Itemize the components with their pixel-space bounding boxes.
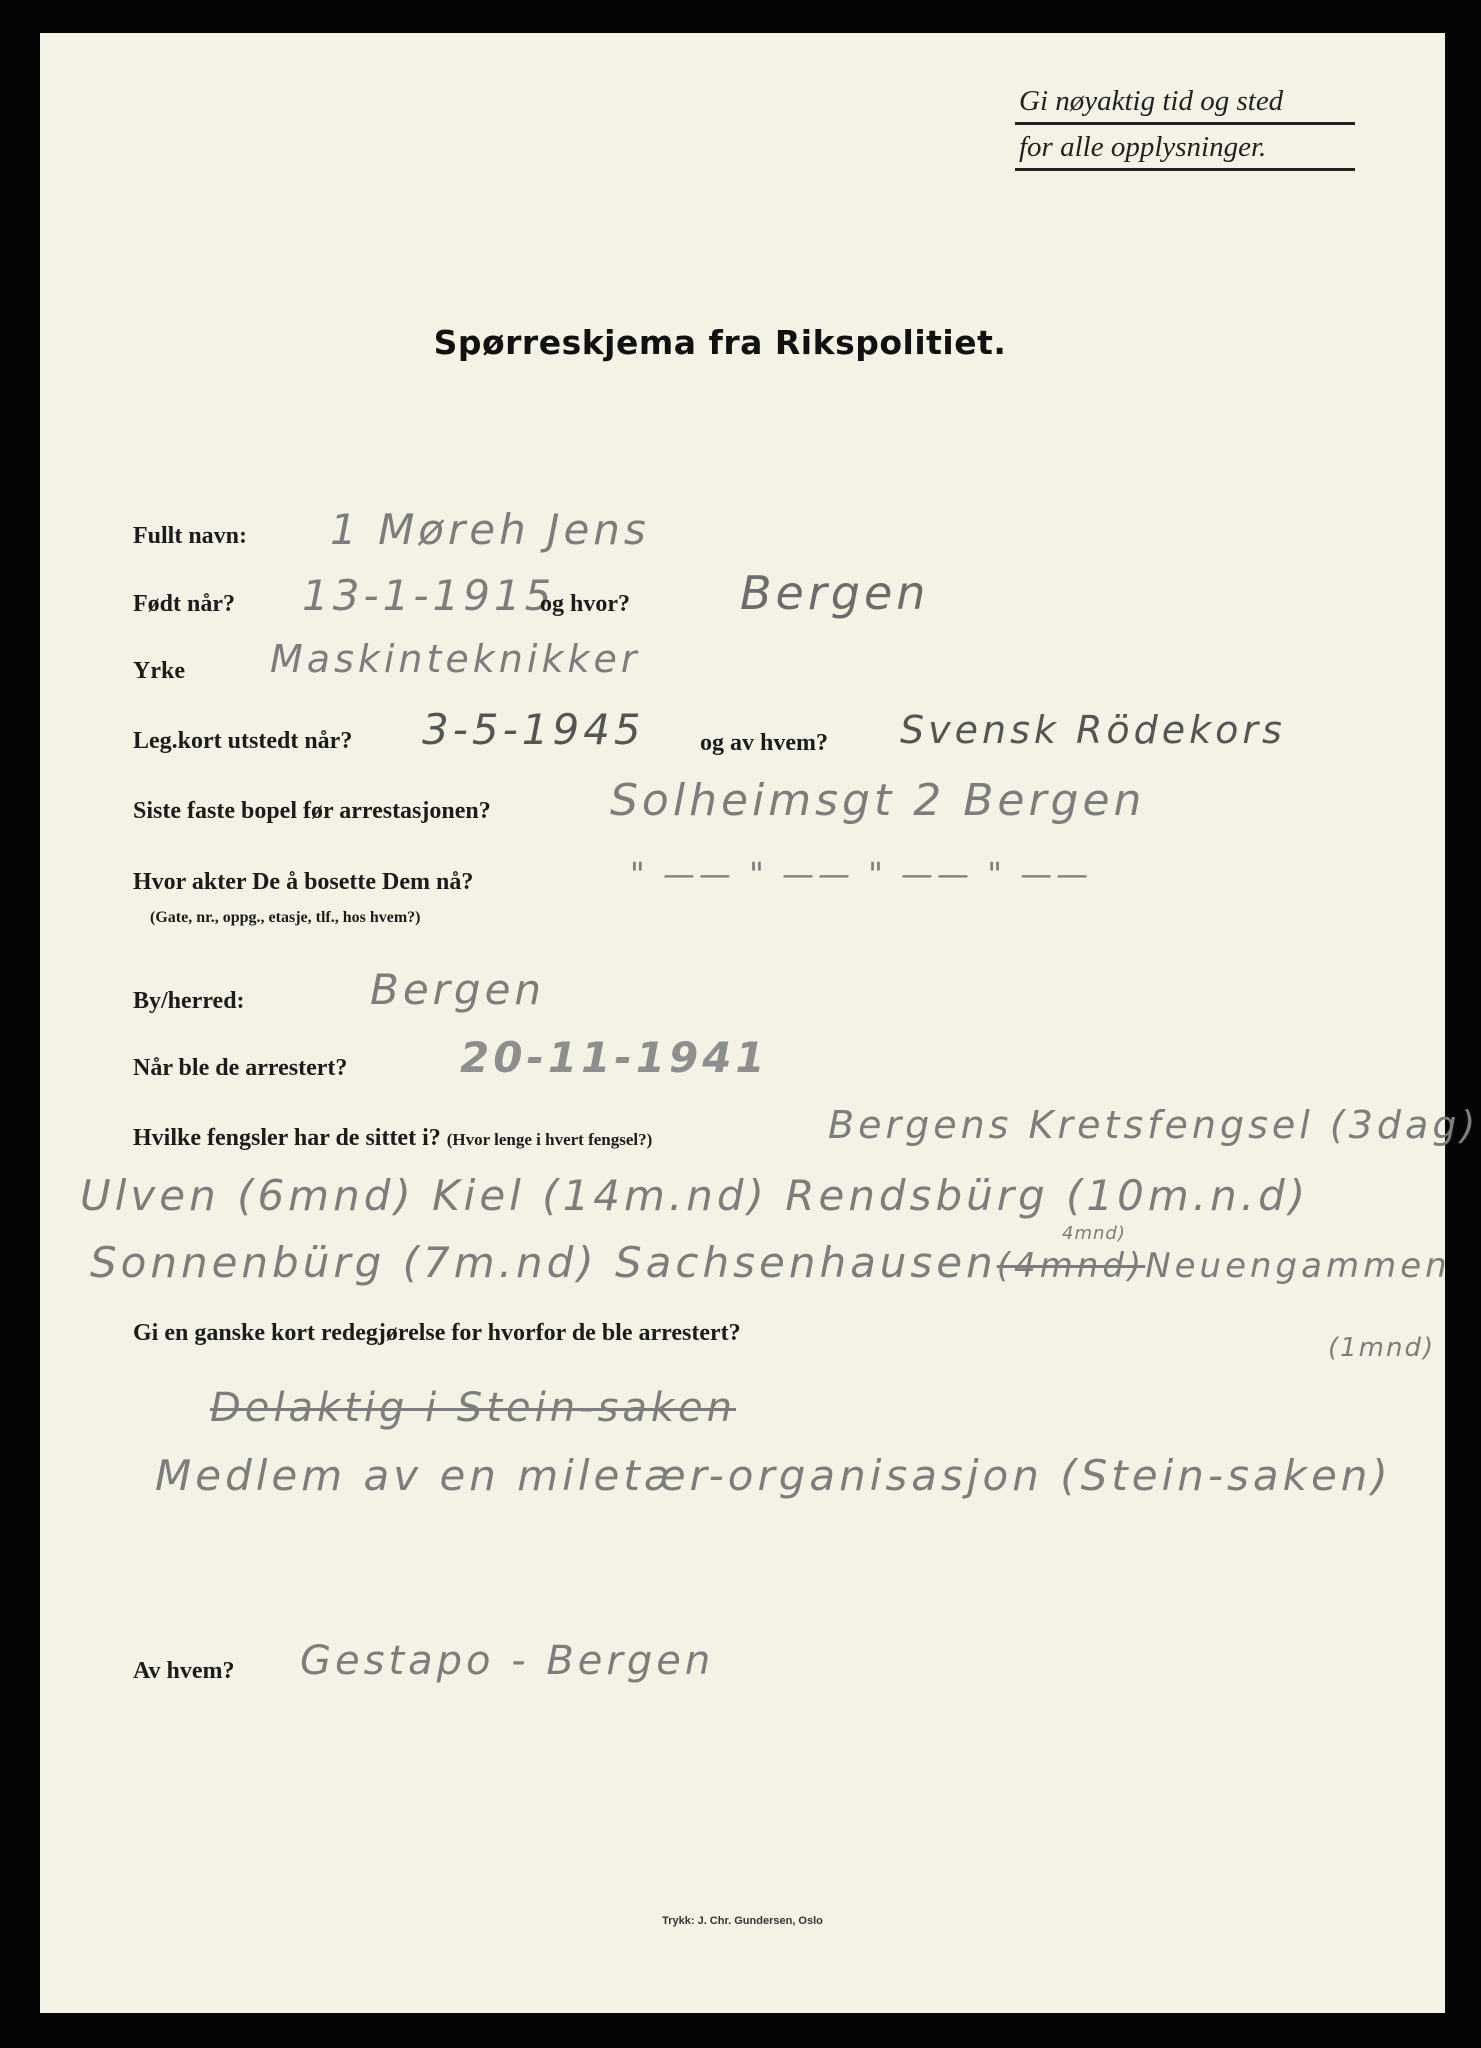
answer-prisons-line-3: [90, 1238, 1451, 1287]
label-reason: Gi en ganske kort redegjørelse for hvorfor de ble arrestert?: [133, 1320, 741, 1346]
answer-reason-struck: Delaktig i Stein-saken: [210, 1385, 736, 1431]
label-settle-hint: (Gate, nr., oppg., etasje, tlf., hos hvem?): [150, 909, 421, 926]
answer-settle: " —— " —— " —— " ——: [630, 855, 1093, 893]
instruction-note: [1015, 81, 1355, 173]
answer-legcard-by: Svensk Rödekors: [900, 708, 1286, 752]
label-born-when: Født når?: [133, 591, 235, 617]
answer-full-name: 1 Møreh Jens: [330, 505, 650, 554]
label-arrested-when: Når ble de arrestert?: [133, 1055, 348, 1081]
answer-last-address: Solheimsgt 2 Bergen: [610, 775, 1146, 826]
label-by-whom: Av hvem?: [133, 1658, 235, 1684]
label-prisons: [133, 1125, 652, 1152]
answer-born-when: 13-1-1915: [302, 571, 556, 620]
answer-prisons-line-1: Bergens Kretsfengsel (3dag): [828, 1103, 1480, 1147]
answer-arrested-when: 20-11-1941: [460, 1033, 769, 1082]
prisons-line-3-insert: 4mnd): [1062, 1223, 1126, 1244]
questionnaire-page: [40, 33, 1480, 2013]
label-prisons-hint: (Hvor lenge i hvert fengsel?): [446, 1130, 653, 1149]
label-born-where: og hvor?: [540, 591, 630, 617]
note-line-1: Gi nøyaktig tid og sted: [1015, 81, 1355, 125]
form-title: Spørreskjema fra Rikspolitiet.: [433, 323, 1007, 362]
answer-occupation: Maskinteknikker: [270, 637, 641, 681]
printer-imprint: Trykk: J. Chr. Gundersen, Oslo: [662, 1915, 823, 1927]
answer-born-where: Bergen: [740, 566, 930, 620]
prisons-line-3-text: Sonnenbürg (7m.nd) Sachsenhausen: [90, 1238, 997, 1287]
answer-reason: Medlem av en miletær-organisasjon (Stein-saken): [155, 1451, 1392, 1500]
label-full-name: Fullt navn:: [133, 523, 248, 549]
prisons-line-3-struck: (4mnd): [996, 1246, 1146, 1286]
answer-prisons-line-4: (1mnd): [1328, 1333, 1436, 1363]
answer-city: Bergen: [370, 965, 546, 1014]
answer-by-whom: Gestapo - Bergen: [300, 1638, 715, 1684]
label-legcard-by: og av hvem?: [700, 730, 828, 756]
label-prisons-main: Hvilke fengsler har de sittet i?: [133, 1125, 441, 1151]
answer-legcard-when: 3-5-1945: [422, 705, 645, 754]
label-legcard-when: Leg.kort utstedt når?: [133, 728, 353, 754]
label-settle: Hvor akter De å bosette Dem nå?: [133, 869, 474, 895]
label-last-address: Siste faste bopel før arrestasjonen?: [133, 798, 491, 824]
prisons-line-3-end: Neuengammen: [1145, 1246, 1451, 1286]
label-city: By/herred:: [133, 988, 245, 1014]
note-line-2: for alle opplysninger.: [1015, 127, 1355, 171]
label-occupation: Yrke: [133, 658, 185, 684]
answer-prisons-line-2: Ulven (6mnd) Kiel (14m.nd) Rendsbürg (10m.n.d): [80, 1171, 1310, 1220]
